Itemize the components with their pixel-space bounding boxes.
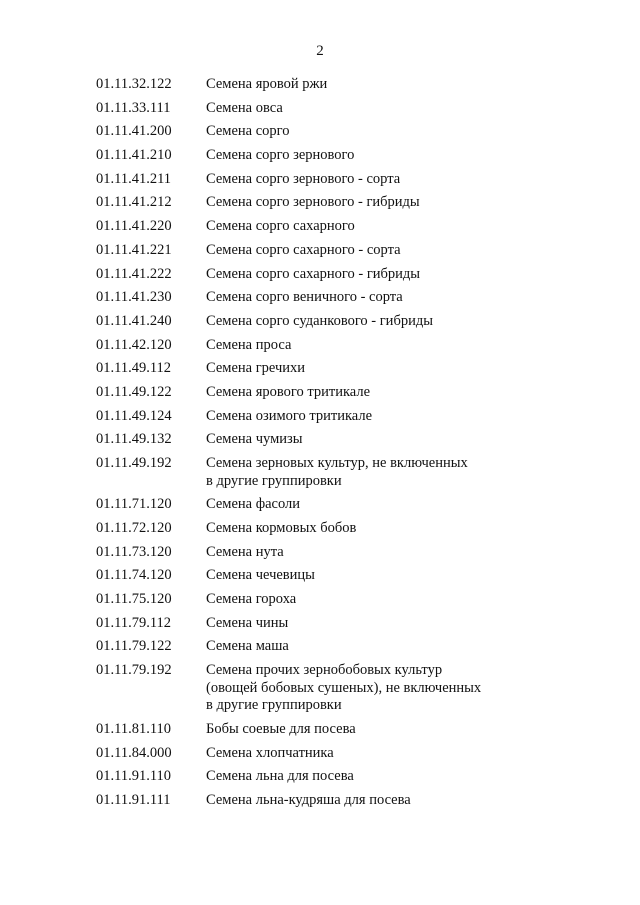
classification-code: 01.11.72.120 (96, 519, 172, 536)
classification-code-list (96, 76, 566, 816)
classification-code: 01.11.73.120 (96, 543, 172, 560)
code-row (96, 520, 566, 538)
code-row (96, 567, 566, 585)
product-description: Семена сорго сахарного - гибриды (206, 265, 421, 282)
product-description: Семена сорго сахарного - сорта (206, 241, 401, 258)
classification-code: 01.11.41.220 (96, 218, 172, 235)
classification-code: 01.11.32.122 (96, 76, 172, 92)
product-description: Семена сорго (206, 123, 290, 140)
classification-code: 01.11.79.122 (96, 638, 172, 655)
classification-code: 01.11.84.000 (96, 744, 172, 761)
classification-code: 01.11.49.112 (96, 360, 172, 377)
classification-code: 01.11.49.122 (96, 383, 172, 400)
product-description: Семена сорго сахарного (206, 218, 355, 235)
product-description: Семена сорго суданкового - гибриды (206, 312, 433, 329)
classification-code: 01.11.41.240 (96, 312, 172, 329)
code-row (96, 638, 566, 656)
code-row (96, 662, 566, 715)
product-description: Семена овса (206, 99, 283, 116)
code-row (96, 266, 566, 284)
product-description: Семена хлопчатника (206, 744, 334, 761)
page-number: 2 (316, 43, 324, 59)
classification-code: 01.11.79.112 (96, 614, 172, 631)
classification-code: 01.11.91.111 (96, 792, 171, 809)
classification-code: 01.11.49.132 (96, 431, 172, 448)
code-row (96, 218, 566, 236)
product-description: Семена сорго зернового - сорта (206, 170, 401, 187)
code-row (96, 360, 566, 378)
classification-code: 01.11.49.124 (96, 407, 172, 424)
classification-code: 01.11.41.210 (96, 147, 172, 164)
classification-code: 01.11.42.120 (96, 336, 172, 353)
code-row (96, 289, 566, 307)
product-description: Семена льна для посева (206, 768, 354, 785)
code-row (96, 792, 566, 810)
product-description: Семена чумизы (206, 431, 303, 448)
code-row (96, 768, 566, 786)
code-row (96, 408, 566, 426)
classification-code: 01.11.41.200 (96, 123, 172, 140)
product-description: Семена озимого тритикале (206, 407, 373, 424)
classification-code: 01.11.41.230 (96, 289, 172, 306)
code-row (96, 721, 566, 739)
product-description: Семена зерновых культур, не включенных в другие группировки (206, 455, 468, 489)
code-row (96, 76, 566, 94)
classification-code: 01.11.41.221 (96, 241, 172, 258)
classification-code: 01.11.41.222 (96, 265, 172, 282)
product-description: Семена проса (206, 336, 292, 353)
code-row (96, 384, 566, 402)
classification-code: 01.11.71.120 (96, 496, 172, 513)
code-row (96, 337, 566, 355)
code-row (96, 313, 566, 331)
code-row (96, 591, 566, 609)
product-description: Семена льна-кудряша для посева (206, 792, 411, 809)
code-row (96, 171, 566, 189)
classification-code: 01.11.91.110 (96, 768, 172, 785)
classification-code: 01.11.49.192 (96, 455, 172, 471)
classification-code: 01.11.41.211 (96, 170, 172, 187)
classification-code: 01.11.74.120 (96, 567, 172, 584)
product-description: Семена фасоли (206, 496, 301, 513)
code-row (96, 242, 566, 260)
product-description: Семена нута (206, 543, 284, 560)
code-row (96, 147, 566, 165)
product-description: Семена чечевицы (206, 567, 315, 584)
product-description: Семена гречихи (206, 360, 306, 377)
product-description: Семена кормовых бобов (206, 519, 357, 536)
product-description: Бобы соевые для посева (206, 720, 356, 737)
code-row (96, 615, 566, 633)
product-description: Семена гороха (206, 591, 297, 608)
code-row (96, 496, 566, 514)
product-description: Семена маша (206, 638, 289, 655)
code-row (96, 194, 566, 212)
product-description: Семена прочих зернобобовых культур (овощей бобовых сушеных), не включенных в другие группировки (206, 662, 482, 714)
code-row (96, 100, 566, 118)
product-description: Семена сорго зернового (206, 147, 355, 164)
product-description: Семена ярового тритикале (206, 383, 371, 400)
code-row (96, 431, 566, 449)
product-description: Семена сорго зернового - гибриды (206, 194, 420, 211)
product-description: Семена яровой ржи (206, 76, 328, 92)
product-description: Семена сорго веничного - сорта (206, 289, 403, 306)
product-description: Семена чины (206, 614, 289, 631)
classification-code: 01.11.81.110 (96, 720, 172, 737)
classification-code: 01.11.79.192 (96, 662, 172, 679)
code-row (96, 123, 566, 141)
code-row (96, 745, 566, 763)
classification-code: 01.11.41.212 (96, 194, 172, 211)
classification-code: 01.11.33.111 (96, 99, 171, 116)
code-row (96, 544, 566, 562)
code-row (96, 455, 566, 490)
classification-code: 01.11.75.120 (96, 591, 172, 608)
